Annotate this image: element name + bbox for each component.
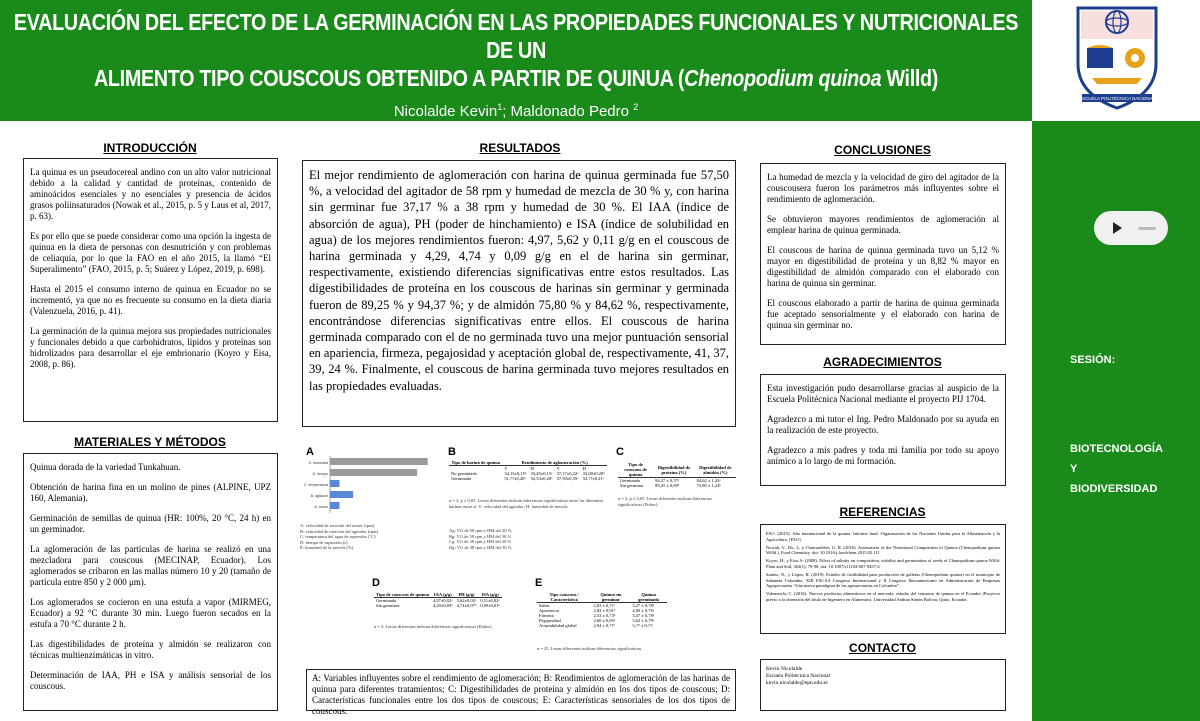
table-cell: Sabor <box>539 603 550 608</box>
materiales-box <box>23 453 278 711</box>
authors <box>0 102 1032 120</box>
section-title-contacto: CONTACTO <box>849 641 916 655</box>
table-cell: 4,97±0,02ᵃ <box>433 598 453 603</box>
introduccion-box <box>23 158 278 422</box>
title-line-2-suffix: Willd) <box>881 65 939 91</box>
table-cell: No germinada <box>451 471 477 476</box>
figure-e-letter: E <box>535 577 543 589</box>
legend-item: C: temperatura del agua de aspersión (°C) <box>300 534 376 539</box>
figure-b-codes <box>449 528 607 550</box>
title-line-1: EVALUACIÓN DEL EFECTO DE LA GERMINACIÓN EN LAS PROPIEDADES FUNCIONALES Y NUTRICIONALES DE UN <box>13 9 1019 63</box>
table-header: IAA (g/g) <box>431 592 455 598</box>
table-cell: H <box>582 466 586 471</box>
table-row <box>374 603 502 608</box>
intro-paragraph: La germinación de la quinua mejora sus propiedades nutricionales y funcionales debido a que carbohidratos, lípidos y proteínas son hidrolizados para desarrollar el eje embrionario (Koyro y Eisa, 2008, p. 86). <box>30 326 271 369</box>
chart-bar <box>330 502 339 509</box>
legend-item: D: tiempo de aspersión (s) <box>300 539 348 545</box>
chart-bar <box>330 480 339 487</box>
conclusion-paragraph: La humedad de mezcla y la velocidad de giro del agitador de la couscousera fueron los parámetros más influyentes sobre el rendimiento de aglomeración. <box>767 172 999 204</box>
table-header: Digestibilidad de almidón (%) <box>695 462 736 478</box>
table-row <box>449 476 607 481</box>
table-cell: 2,94 ± 0,??ᵇ <box>593 623 615 628</box>
contacto-box <box>760 659 1006 711</box>
table-cell: Firmeza <box>539 613 554 618</box>
table-cell: V <box>504 466 508 471</box>
figure-e-note: n = 25. Letras diferentes indican diferencias significativas. <box>537 646 643 651</box>
chart-tick-label: D: tiempo <box>312 472 328 476</box>
chart-tick-label: C: temperatura <box>304 483 328 487</box>
table-header: Quinua sin germinar <box>591 592 630 603</box>
section-title-referencias: REFERENCIAS <box>839 505 926 519</box>
conclusion-paragraph: Se obtuvieron mayores rendimientos de aglomeración al emplear harina de quinua germinada. <box>767 214 999 235</box>
title-line-2 <box>0 64 1032 92</box>
table-header: Tipo couscous / Característica <box>537 592 591 603</box>
legend-item: A: velocidad de rotación del motor (rpm) <box>300 523 375 528</box>
author-1-sup: 1 <box>497 102 503 112</box>
contact-email[interactable]: kevin.nicolalde@epn.edu.ec <box>766 680 829 686</box>
table-cell: Aceptabilidad global <box>539 623 577 628</box>
reference-item: Valenzuela, C. (2016). Nuevos productos alimenticios en el mercado: estudio del consumo de quinua en el Ecuador (Proyecto previo a la obtención del título de Ingeniero en Alimentos). Universidad Andina Simón Bolívar, Quito, Ecuador. <box>766 591 1000 602</box>
table-cell: 4,00 ± 0,76ᵃ <box>632 608 655 613</box>
figure-c-letter: C <box>616 446 624 458</box>
materiales-paragraph: Quinua dorada de la variedad Tunkahuan. <box>30 462 181 472</box>
logo-banner: ESCUELA POLITÉCNICA NACIONAL <box>1078 96 1156 101</box>
section-title-conclusiones: CONCLUSIONES <box>834 143 931 157</box>
table-cell: 0,09±0,01ᵇ <box>480 603 500 608</box>
affiliation-text: Escuela Politécnica Nacional <box>423 125 621 142</box>
reference-item: FAO. (2015). Año internacional de la quinua. Informe final. Organización de las Naciones Unidas para la Alimentación y la Agricultura. [FAO]. <box>766 531 1000 542</box>
intro-paragraph: Es por ello que se puede considerar como una opción la ingesta de quinua en la dieta de personas con desnutrición y con problemas de celiaquía, por lo que la FAO en el año 2015, la llamó “El Superalimento” (FAO, 2015, p. 5; Suárez y López, 2019, p. 698). <box>30 231 271 274</box>
title-line-2-text: ALIMENTO TIPO COUSCOUS OBTENIDO A PARTIR DE QUINUA ( <box>93 65 685 91</box>
table-cell: 52,??±0,21ᵃ <box>582 476 604 481</box>
agradecimientos-box <box>760 374 1006 486</box>
table-cell: Sin germinar <box>376 603 400 608</box>
referencias-box <box>760 524 1006 634</box>
table-cell: 4,29±0,05ᵇ <box>433 603 453 608</box>
conclusion-paragraph: El couscous de harina de quinua germinada tuvo un 5,12 % mayor en digestibilidad de proteína y un 8,82 % mayor en digestibilidad de almidón comparado con el elaborado con harina de quinua sin germinar. <box>767 245 999 288</box>
agradecimiento-paragraph: Agradezco a mi tutor el Ing. Pedro Maldonado por su ayuda en la realización de este proyecto. <box>767 414 999 435</box>
table-cell: Sin germinar <box>620 483 644 488</box>
chart-tick-label: E: humedad <box>308 461 328 465</box>
legend-item: B: velocidad de rotación del agitador (rpm) <box>300 528 378 534</box>
table-cell: 34,13±0,15ᵇ <box>504 471 527 476</box>
intro-paragraph: La quinua es un pseudocereal andino con un alto valor nutricional debido a la calidad y cantidad de proteínas, contenido de aminoácidos esenciales y no esenciales y presencia de ácidos grasos poliinsaturados (Nowak et al., 2015, p. 5 y Laus et al, 2017, p. 63). <box>30 167 271 221</box>
materiales-paragraph: La aglomeración de las partículas de harina se realizó en una mezcladora para couscous (MECINAP, Ecuador). Los aglomerados se cribaron en las mallas número 10 y 20 (tamaño de partícula entre 850 y 2 000 μm). <box>30 544 271 587</box>
code-item: Dg: VG de 38 rpm y HM del 30 % <box>449 544 512 550</box>
conclusion-paragraph: El couscous elaborado a partir de harina de quinua germinada fue aceptado sensorialmente y el elaborado con harina de quinua sin germinar no. <box>767 298 999 330</box>
table-cell: 57,50±0,35ᵃ <box>556 476 579 481</box>
table-header: Tipo de couscous de quinua <box>618 462 653 478</box>
table-cell: 33,00±0,20ᵇ <box>582 471 605 476</box>
code-item: Cg: VG de 38 rpm y HM del 20 % <box>449 539 512 544</box>
table-cell: V <box>556 466 560 471</box>
materiales-paragraph: Germinación de semillas de quinua (HR: 100%, 20 °C, 24 h) en un germinador. <box>30 513 271 534</box>
audio-progress-bar[interactable] <box>1138 227 1156 230</box>
code-item: Bg: VG de 58 rpm y HM del 30 % <box>449 533 512 539</box>
table-header: ISA (g/g) <box>478 592 502 598</box>
audio-player[interactable] <box>1094 211 1168 245</box>
table-cell: 3,62 ± 0,79ᵃ <box>632 618 655 623</box>
table-cell: 2,60 ± 0,85ᵇ <box>593 618 616 623</box>
chart-bar <box>330 469 417 476</box>
figure-a-legend <box>300 523 440 551</box>
table-header: Rendimiento de aglomeración (%) <box>502 460 607 466</box>
agradecimiento-paragraph: Esta investigación pudo desarrollarse gracias al auspicio de la Escuela Politécnica Nacional mediante el proyecto PIJ 1704. <box>767 383 999 404</box>
table-cell: 3,27 ± 0,78ᵃ <box>632 603 655 608</box>
section-title-agradecimientos: AGRADECIMIENTOS <box>823 355 942 369</box>
table-cell: 33,45±0,15ᵃ <box>530 471 553 476</box>
species-name: Chenopodium quinoa <box>684 65 882 91</box>
section-title-introduccion: INTRODUCCIÓN <box>103 141 197 155</box>
epn-logo <box>1032 0 1200 121</box>
figure-b-note: n = 3, p ≤ 0,05. Letras diferentes indican diferencias significativas entre las diferentes harinas entre sí. V: velocidad del agitador; H: humedad de mezcla. <box>449 498 604 509</box>
table-row <box>537 623 667 628</box>
figure-a-chart <box>300 452 442 530</box>
table-cell: Germinada <box>620 478 640 483</box>
table-row <box>618 483 736 488</box>
section-title-materiales: MATERIALES Y MÉTODOS <box>74 435 226 449</box>
table-header: PH (g/g) <box>455 592 479 598</box>
conclusiones-box <box>760 163 1006 345</box>
table-cell: 2,53 ± 0,73ᵇ <box>593 613 616 618</box>
figure-e-table <box>537 592 667 628</box>
figure-c-table <box>618 462 736 488</box>
chart-tick-label: A: motor <box>314 505 328 509</box>
sidebar <box>1032 121 1200 721</box>
bar-chart-plot <box>304 456 428 513</box>
session-label: SESIÓN: <box>1070 354 1116 366</box>
figure-d-letter: D <box>372 577 380 589</box>
table-cell: Apariencia <box>539 608 559 613</box>
figure-b-table <box>449 460 607 481</box>
affil-sup: 1,2 <box>411 124 424 134</box>
table-cell: 0,11±0,02ᵃ <box>480 598 500 603</box>
table-cell: 4,74±0,07ᵇ <box>456 603 477 608</box>
table-header: Quinua germinada <box>630 592 667 603</box>
table-cell: 5,62±0,02ᵃ <box>456 598 477 603</box>
resultados-text: El mejor rendimiento de aglomeración con harina de quinua germinada fue 57,50 %, a velocidad del agitador de 58 rpm y humedad de mezcla de 30 % y, con harina sin germinar fue 37,17 % a 38 rpm y humedad de 30 %. El IAA (índice de absorción de agua), PH (poder de hinchamiento) e ISA (índice de solubilidad en agua) de los mejores rendimientos fueron: 4,97, 5,62 y 0,11 g/g en el couscous de harina germinada y 4,29, 4,74 y 0,09 g/g en el de harina sin germinar, respectivamente, existiendo diferencias significativas entre estos resultados. Las digestibilidades de proteína en los couscous de harinas sin germinar y germinada fueron de 89,25 % y 94,37 %; y de almidón 75,80 % y 84,62 %, respectivamente, encontrándose diferencias significativas entre ellos. El couscous de harina germinada comparado con el de no germinada tuvo una mejor puntuación sensorial en apariencia, firmeza, pegajosidad y aceptación global de, respectivamente, 41, 37, 39, 24 %. Finalmente, el couscous de harina germinada tuvo mejores resultados en las propiedades evaluadas. <box>309 168 729 393</box>
author-2-sup: 2 <box>633 102 639 112</box>
reference-item: Suárez, N., y López, R. (2019). Estudio de factibilidad para producción de galletas (Chenopodium quinoa) en el municipio de Sabaneta Colombia. XIII ESCAA Congreso Internacional y II Congreso Iberoamericano en Administración de Empresas Agropecuarias “Una nueva paradigma de las agropecuarias en Colombia”. <box>766 572 1000 589</box>
materiales-paragraph: Los aglomerados se cocieron en una estufa a vapor (MIRMEG, Ecuador) a 92 °C durante 30 min. Luego fueron secados en la estufa a 70 °C durante 2 h. <box>30 597 271 629</box>
table-header: Digestibilidad de proteína (%) <box>653 462 694 478</box>
table-cell: 37,17±0,22ᵃ <box>556 471 579 476</box>
poster-title <box>0 0 1032 92</box>
materiales-paragraph: Obtención de harina fina en un molino de pines (ALPINE, UPZ 160, Alemania). <box>30 482 271 503</box>
session-topic: BIOTECNOLOGÍA Y BIODIVERSIDAD <box>1070 443 1163 495</box>
table-cell: 3,47 ± 0,78ᵃ <box>632 613 655 618</box>
table-cell: 2,82 ± 0,91ᵇ <box>593 608 616 613</box>
code-item: Ag: VG de 58 rpm y HM del 20 % <box>449 528 512 533</box>
reference-item: Koyro, H., y Eisa, S. (2008). Effect of salinity on composition, viability and germination of seeds of Chenopodium quinoa Willd. Plant and Soil, 302(1), 79-90. doi: 10.1007/s11104-007-9457-4 <box>766 558 1000 569</box>
table-cell: 75,80 ± 1,24ᵇ <box>696 483 721 488</box>
figures-caption: A: Variables influyentes sobre el rendimiento de aglomeración; B: Rendimientos de aglomeración de las harinas de quinua para diferentes tratamientos; C: Digestibilidades de proteína y almidón en los dos tipos de couscous; D: Características funcionales entre los dos tipos de couscous; E: Características sensoriales de los dos tipos de couscous. <box>306 669 736 711</box>
table-cell: 89,25 ± 0,89ᵇ <box>655 483 680 488</box>
legend-item: E: humedad de la mezcla (%) <box>300 545 354 550</box>
chart-bar <box>330 491 353 498</box>
play-icon[interactable] <box>1113 222 1122 234</box>
materiales-paragraph: Las digestibilidades de proteína y almidón se realizaron con técnicas multienzimáticas in vitro. <box>30 639 271 660</box>
intro-paragraph: Hasta el 2015 el consumo interno de quinua en Ecuador no se incrementó, ya que no es frecuente su consumo en la dieta diaria (Valenzuela, 2016, p. 41). <box>30 284 271 316</box>
table-cell: H <box>530 466 534 471</box>
table-cell: Pegajosidad <box>539 618 561 623</box>
table-cell: 51,??±0,20ᵃ <box>504 476 526 481</box>
table-cell: Germinada <box>451 476 471 481</box>
contact-name: Kevin Nicolalde <box>766 666 803 672</box>
table-header: Tipo de harina de quinua <box>449 460 502 466</box>
table-cell: 2,83 ± 0,??ᵃ <box>593 603 615 608</box>
table-cell: 3,?? ± 0,??ᵃ <box>632 623 654 628</box>
chart-bar <box>330 458 428 465</box>
table-cell: 94,37 ± 0,57ᵃ <box>655 478 680 483</box>
agradecimiento-paragraph: Agradezco a mis padres y toda mi familia por todo su apoyo anímico a lo largo de mi formación. <box>767 445 999 466</box>
contact-institution: Escuela Politécnica Nacional <box>766 673 831 679</box>
logo-area <box>1032 0 1200 121</box>
figure-d-note: n = 3. Letras diferentes indican diferencias significativas (Fisher). <box>374 624 493 629</box>
figure-a-letter: A <box>306 446 314 458</box>
author-2: ; Maldonado Pedro <box>502 103 629 120</box>
table-cell: Germinada <box>376 598 396 603</box>
poster-header <box>0 0 1032 142</box>
table-header: Tipo de couscous de quinua <box>374 592 431 598</box>
affiliation <box>0 124 1032 142</box>
chart-tick-label: B: agitador <box>310 494 328 498</box>
figure-d-table <box>374 592 502 608</box>
figure-c-note: n = 3, p ≤ 0,05. Letras diferentes indican diferencias significativas (Fisher). <box>618 496 712 507</box>
section-title-resultados: RESULTADOS <box>479 141 561 155</box>
materiales-paragraph: Determinación de IAA, PH e ISA y análisis sensorial de los couscous. <box>30 670 271 691</box>
table-cell: 84,62 ± 1,43ᵃ <box>696 478 721 483</box>
figure-b-letter: B <box>448 446 456 458</box>
resultados-box <box>302 160 736 427</box>
table-cell: 52,53±0,20ᵃ <box>530 476 553 481</box>
reference-item: Nowak, V., Du, J., y Charrondière, U. R. (2016). Assessment of the Nutritional Composition of Quinoa (Chenopodium quinoa Willd.). Food Chemistry. doi: 10.1016/j.foodchem.2015.02.111 <box>766 544 1000 556</box>
author-1: Nicolalde Kevin <box>393 103 498 120</box>
